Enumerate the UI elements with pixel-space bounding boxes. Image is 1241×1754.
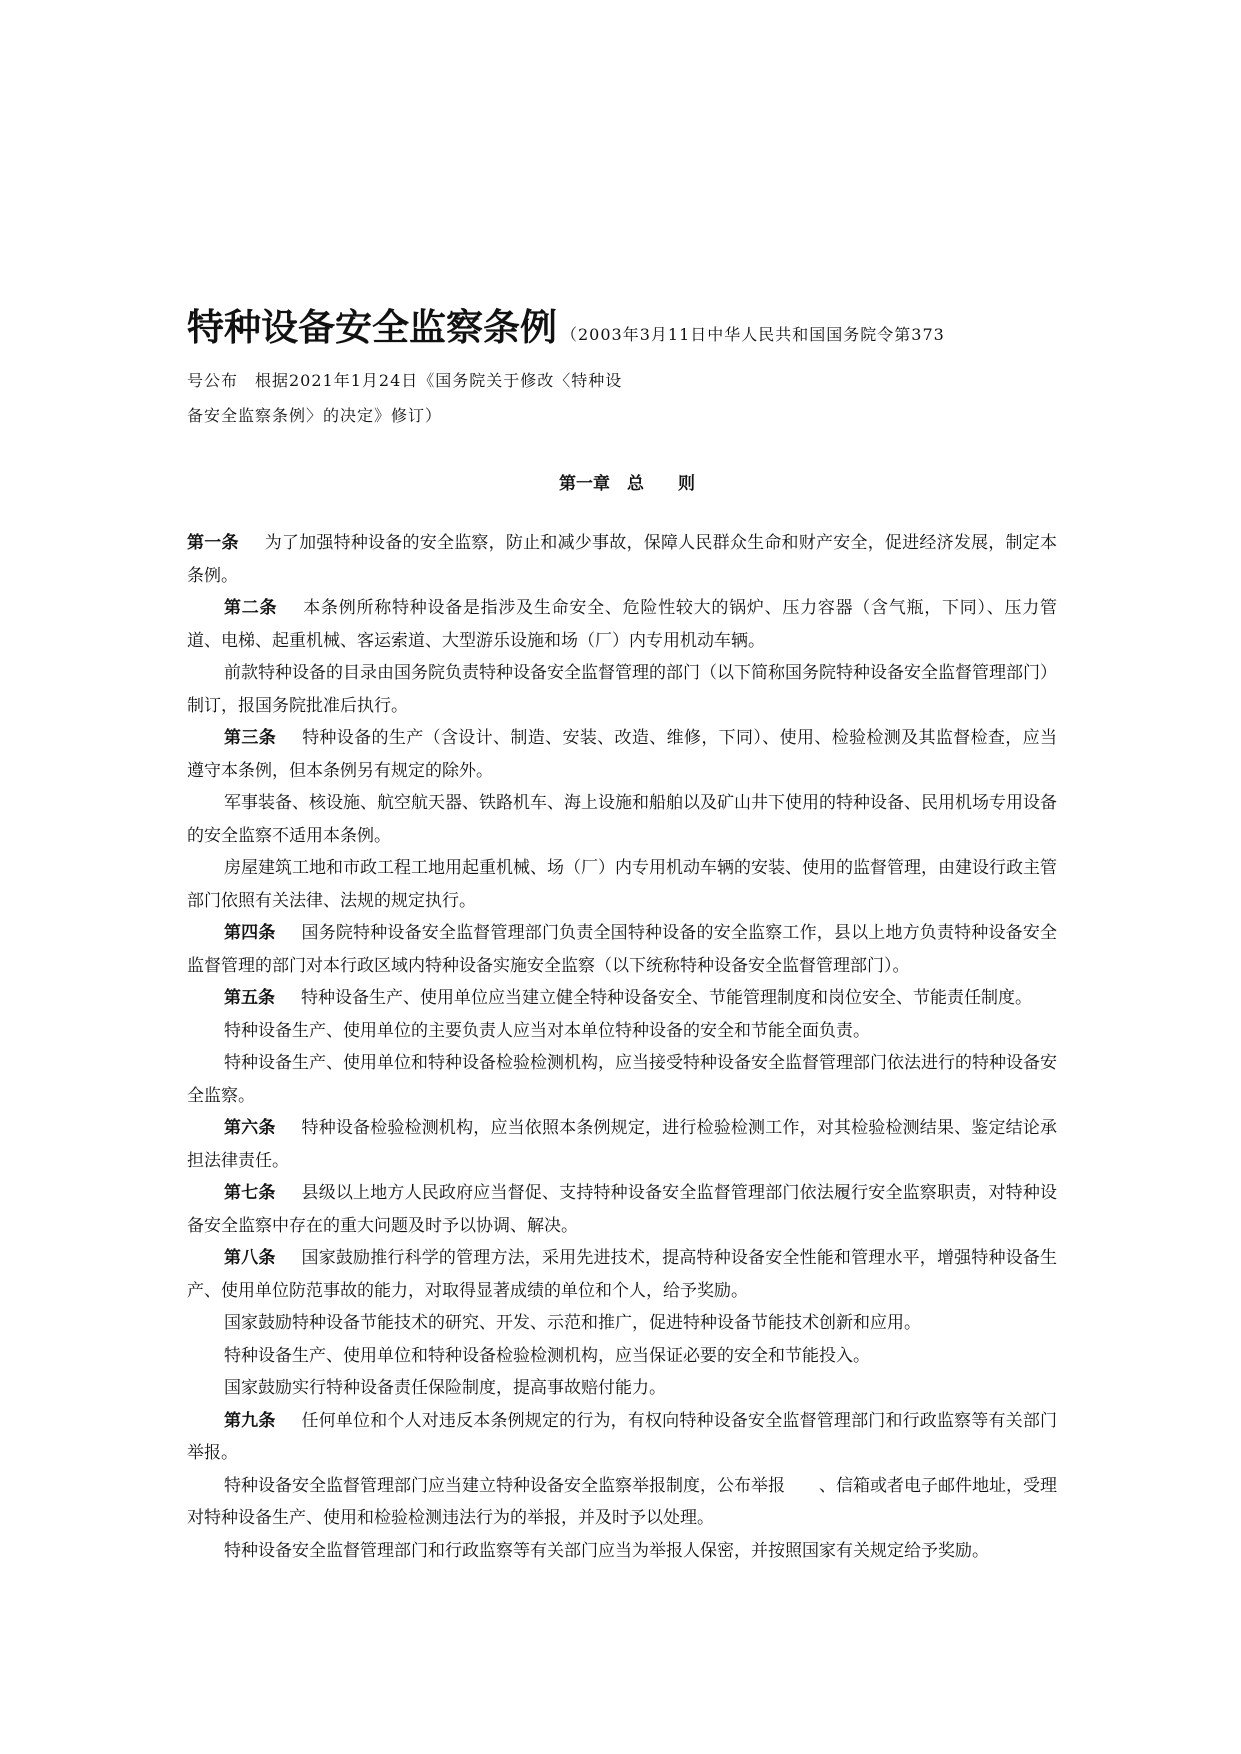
paragraph-text: 特种设备生产、使用单位应当建立健全特种设备安全、节能管理制度和岗位安全、节能责任制度。: [301, 988, 1032, 1008]
paragraph: [187, 1470, 1057, 1535]
paragraph-text: 房屋建筑工地和市政工程工地用起重机械、场（厂）内专用机动车辆的安装、使用的监督管理，由建设行政主管部门依照有关法律、法规的规定执行。: [187, 858, 1057, 911]
article-number: 第四条: [224, 923, 276, 943]
paragraph-text: 特种设备生产、使用单位和特种设备检验检测机构，应当保证必要的安全和节能投入。: [224, 1345, 870, 1366]
paragraph-text: 特种设备的生产（含设计、制造、安装、改造、维修，下同）、使用、检验检测及其监督检查，应当遵守本条例，但本条例另有规定的除外。: [187, 728, 1058, 781]
subtitle-line-3: 备安全监察条例〉的决定》修订）: [187, 406, 443, 425]
title-line: [187, 300, 1057, 363]
paragraph: [187, 1340, 1057, 1373]
article-paragraph: [187, 1405, 1057, 1470]
article-number: 第一条: [187, 533, 239, 553]
paragraph-text: 特种设备检验检测机构，应当依照本条例规定，进行检验检测工作，对其检验检测结果、鉴定结论承担法律责任。: [187, 1118, 1058, 1171]
paragraph-text: 国家鼓励实行特种设备责任保险制度，提高事故赔付能力。: [224, 1378, 666, 1398]
document-subtitle: （2003年3月11日中华人民共和国国务院令第373: [561, 325, 945, 344]
article-list: [187, 527, 1057, 1567]
article-number: 第八条: [224, 1248, 276, 1268]
paragraph: [187, 787, 1057, 852]
article-paragraph: [187, 1242, 1057, 1307]
title-block: [187, 300, 1057, 433]
paragraph-text: 国务院特种设备安全监督管理部门负责全国特种设备的安全监察工作，县以上地方负责特种设备安全监督管理的部门对本行政区域内特种设备实施安全监察（以下统称特种设备安全监督管理部门）。: [187, 923, 1058, 976]
paragraph-text: 特种设备安全监督管理部门和行政监察等有关部门应当为举报人保密，并按照国家有关规定给予奖励。: [224, 1540, 989, 1561]
article-paragraph: [187, 1112, 1057, 1177]
paragraph-text: 特种设备安全监督管理部门应当建立特种设备安全监察举报制度，公布举报 、信箱或者电子邮件地址，受理对特种设备生产、使用和检验检测违法行为的举报，并及时予以处理。: [187, 1475, 1057, 1528]
paragraph: [187, 852, 1057, 917]
paragraph-text: 军事装备、核设施、航空航天器、铁路机车、海上设施和船舶以及矿山井下使用的特种设备、民用机场专用设备的安全监察不适用本条例。: [187, 793, 1057, 846]
article-paragraph: [187, 592, 1057, 657]
article-number: 第二条: [224, 598, 278, 618]
subtitle-line-2: 号公布 根据2021年1月24日《国务院关于修改〈特种设: [187, 371, 623, 390]
paragraph: [187, 1535, 1057, 1568]
article-paragraph: [187, 722, 1057, 787]
paragraph: [187, 1372, 1057, 1405]
paragraph-text: 为了加强特种设备的安全监察，防止和减少事故，保障人民群众生命和财产安全，促进经济发展，制定本条例。: [187, 533, 1057, 586]
document-title: 特种设备安全监察条例: [187, 306, 557, 349]
paragraph-text: 县级以上地方人民政府应当督促、支持特种设备安全监督管理部门依法履行安全监察职责，对特种设备安全监察中存在的重大问题及时予以协调、解决。: [187, 1183, 1058, 1236]
article-number: 第五条: [224, 988, 275, 1008]
article-paragraph: [187, 917, 1057, 982]
paragraph: [187, 1047, 1057, 1112]
article-paragraph: [187, 982, 1057, 1015]
chapter-title: 第一章 总 则: [559, 474, 695, 494]
paragraph: [187, 657, 1057, 722]
paragraph-text: 国家鼓励特种设备节能技术的研究、开发、示范和推广，促进特种设备节能技术创新和应用。: [224, 1313, 921, 1333]
document-page: [187, 300, 1057, 1567]
paragraph: [187, 1307, 1057, 1340]
paragraph-text: 特种设备生产、使用单位的主要负责人应当对本单位特种设备的安全和节能全面负责。: [224, 1020, 870, 1041]
article-number: 第七条: [224, 1183, 276, 1203]
paragraph-text: 本条例所称特种设备是指涉及生命安全、危险性较大的锅炉、压力容器（含气瓶，下同）、压力管道、电梯、起重机械、客运索道、大型游乐设施和场（厂）内专用机动车辆。: [187, 598, 1057, 651]
paragraph-text: 国家鼓励推行科学的管理方法，采用先进技术，提高特种设备安全性能和管理水平，增强特种设备生产、使用单位防范事故的能力，对取得显著成绩的单位和个人，给予奖励。: [187, 1248, 1058, 1301]
paragraph: [187, 1015, 1057, 1048]
paragraph-text: 前款特种设备的目录由国务院负责特种设备安全监督管理的部门（以下简称国务院特种设备安全监督管理部门）制订，报国务院批准后执行。: [187, 663, 1057, 716]
article-paragraph: [187, 527, 1057, 592]
article-number: 第三条: [224, 728, 277, 748]
article-number: 第六条: [224, 1118, 276, 1138]
paragraph-text: 特种设备生产、使用单位和特种设备检验检测机构，应当接受特种设备安全监督管理部门依法进行的特种设备安全监察。: [187, 1053, 1057, 1106]
paragraph-text: 任何单位和个人对违反本条例规定的行为，有权向特种设备安全监督管理部门和行政监察等有关部门举报。: [187, 1410, 1058, 1463]
article-number: 第九条: [224, 1410, 276, 1431]
article-paragraph: [187, 1177, 1057, 1242]
